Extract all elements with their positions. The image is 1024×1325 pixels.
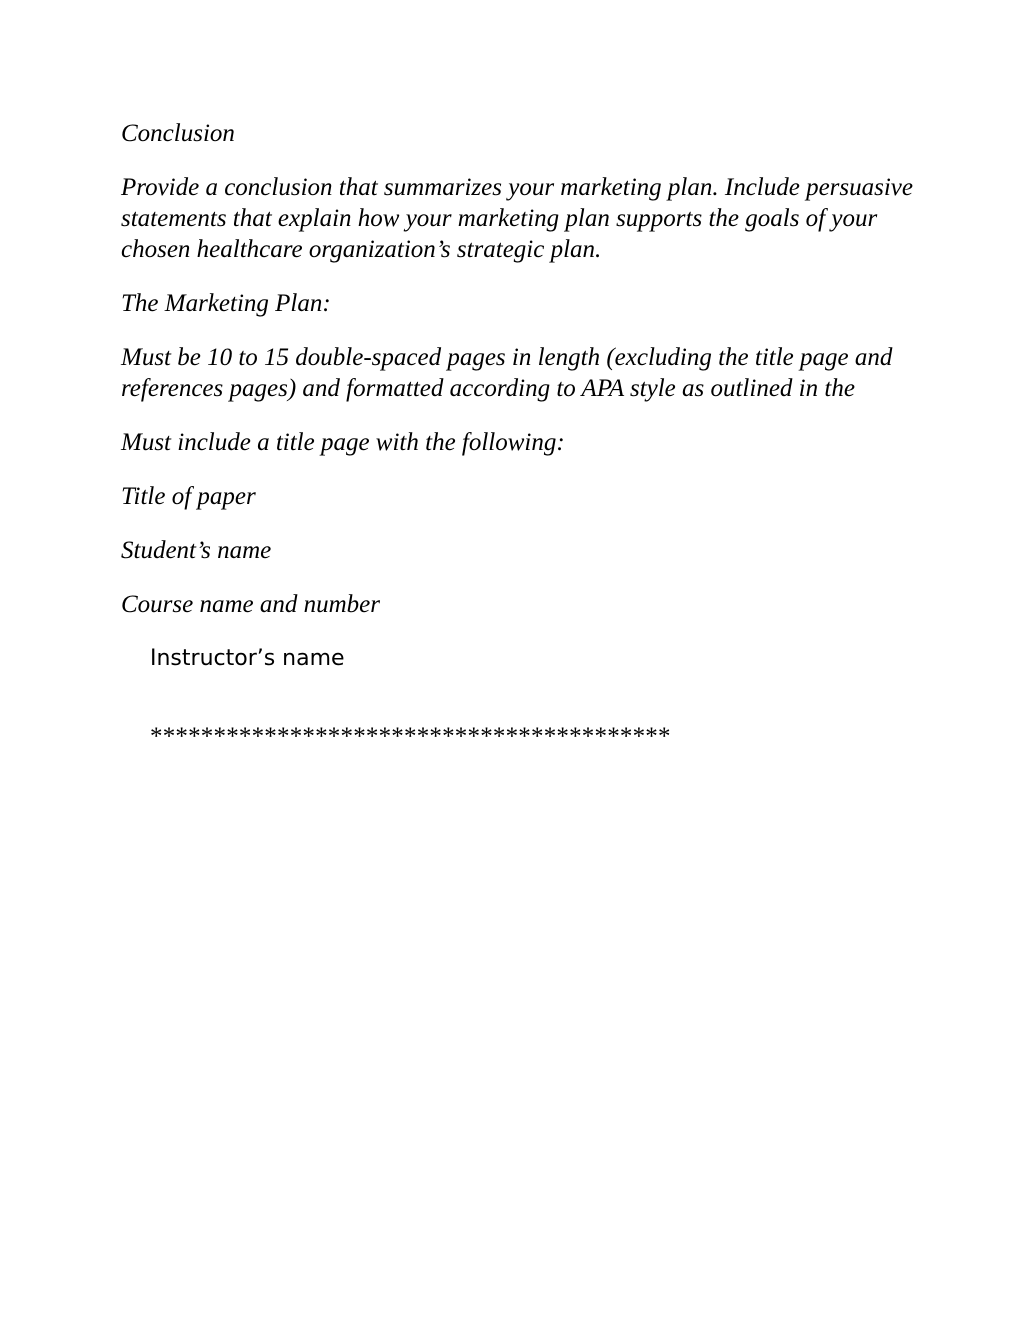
section-heading-conclusion: Conclusion xyxy=(121,120,235,147)
title-page-item-title: Title of paper xyxy=(121,483,256,510)
marketing-plan-heading: The Marketing Plan: xyxy=(121,290,331,317)
title-page-item-student: Student’s name xyxy=(121,537,272,564)
title-page-item-instructor: Instructor’s name xyxy=(150,646,345,671)
conclusion-instructions: Provide a conclusion that summarizes your marketing plan. Include persuasive statements that explain how your marketing plan supports the goals of your chosen healthcare organization’s strategic plan. xyxy=(121,174,914,263)
document-body xyxy=(121,118,921,752)
title-page-requirement: Must include a title page with the following: xyxy=(121,429,565,456)
length-requirement: Must be 10 to 15 double-spaced pages in length (excluding the title page and references pages) and formatted according to APA style as outlined in the xyxy=(121,344,893,402)
title-page-item-course: Course name and number xyxy=(121,591,381,618)
separator-line: ***************************************** xyxy=(150,723,671,750)
